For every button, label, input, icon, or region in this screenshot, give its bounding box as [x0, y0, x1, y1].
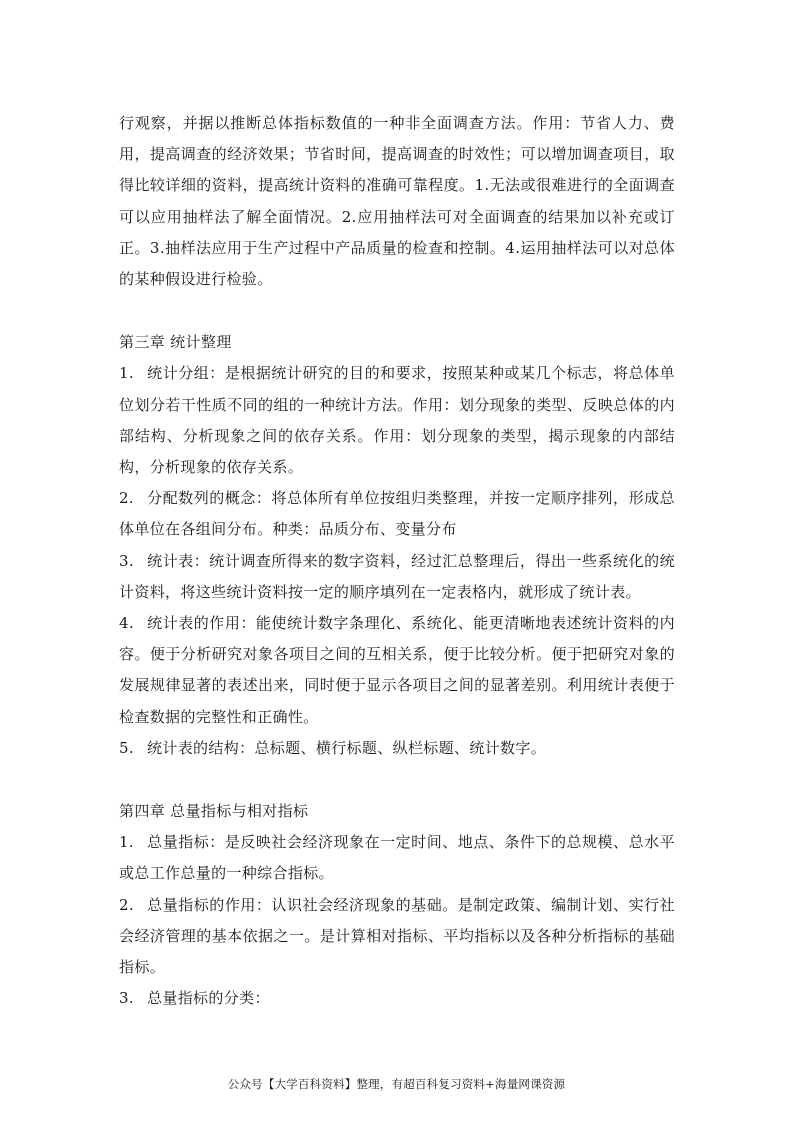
item-text: 统计分组：是根据统计研究的目的和要求，按照某种或某几个标志，将总体单位划分若干性质不同的组的一种统计方法。作用：划分现象的类型、反映总体的内部结构、分析现象之间的依存关系。作用：划分现象的类型，揭示现象的内部结构，分析现象的依存关系。 — [119, 364, 675, 477]
intro-paragraph: 行观察，并据以推断总体指标数值的一种非全面调查方法。作用：节省人力、费用，提高调查的经济效果；节省时间，提高调查的时效性；可以增加调查项目，取得比较详细的资料，提高统计资料的准确可靠程度。1.无法或很难进行的全面调查可以应用抽样法了解全面情况。2.应用抽样法可对全面调查的结果加以补充或订正。3.抽样法应用于生产过程中产品质量的检查和控制。4.运用抽样法可以对总体的某种假设进行检验。 — [119, 114, 675, 289]
item-text: 总量指标：是反映社会经济现象在一定时间、地点、条件下的总规模、总水平或总工作总量的一种综合指标。 — [119, 833, 675, 883]
chapter-3-item-5 — [119, 733, 675, 764]
item-number: 3. — [119, 551, 135, 570]
item-number: 4. — [119, 614, 135, 633]
chapter-3-item-4 — [119, 608, 675, 733]
item-number: 5. — [119, 738, 135, 757]
item-number: 1. — [119, 364, 135, 383]
item-number: 2. — [119, 895, 135, 914]
item-number: 1. — [119, 833, 135, 852]
page-footer: 公众号【大学百科资料】整理，有超百科复习资料+海量网课资源 — [227, 1077, 566, 1091]
item-text: 总量指标的分类： — [147, 989, 270, 1008]
chapter-4-title: 第四章 总量指标与相对指标 — [119, 802, 309, 821]
item-number: 2. — [119, 489, 135, 508]
chapter-3-item-1 — [119, 358, 675, 483]
item-text: 统计表：统计调查所得来的数字资料，经过汇总整理后，得出一些系统化的统计资料，将这些统计资料按一定的顺序填列在一定表格内，就形成了统计表。 — [119, 551, 675, 601]
chapter-4-item-1 — [119, 827, 675, 889]
item-text: 分配数列的概念：将总体所有单位按组归类整理，并按一定顺序排列，形成总体单位在各组间分布。种类：品质分布、变量分布 — [119, 489, 675, 539]
section-gap — [119, 295, 675, 327]
item-text: 统计表的作用：能使统计数字条理化、系统化、能更清晰地表述统计资料的内容。便于分析研究对象各项目之间的互相关系，便于比较分析。便于把研究对象的发展规律显著的表述出来，同时便于显示各项目之间的显著差别。利用统计表便于检查数据的完整性和正确性。 — [119, 614, 675, 726]
document-body — [119, 108, 675, 1014]
chapter-3-item-3 — [119, 546, 675, 608]
item-text: 统计表的结构：总标题、横行标题、纵栏标题、统计数字。 — [147, 738, 547, 757]
chapter-4-item-3 — [119, 983, 675, 1014]
item-number: 3. — [119, 989, 135, 1008]
chapter-3-title: 第三章 统计整理 — [119, 333, 232, 352]
section-gap — [119, 764, 675, 796]
chapter-3-item-2 — [119, 483, 675, 545]
item-text: 总量指标的作用：认识社会经济现象的基础。是制定政策、编制计划、实行社会经济管理的基本依据之一。是计算相对指标、平均指标以及各种分析指标的基础指标。 — [119, 895, 675, 977]
chapter-4-item-2 — [119, 890, 675, 984]
